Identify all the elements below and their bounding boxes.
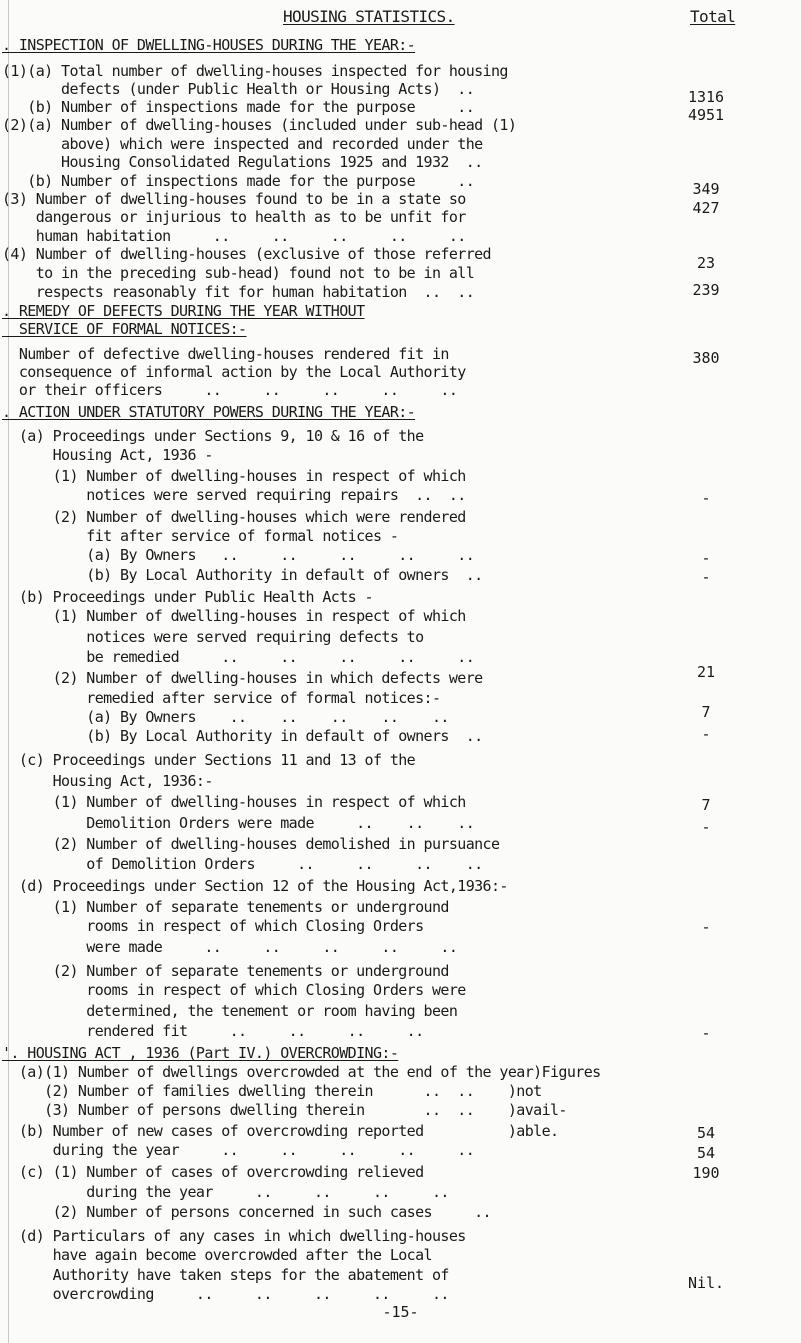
text-line: (d) Particulars of any cases in which dwelling-houses xyxy=(2,1227,466,1245)
total-value: 427 xyxy=(692,199,720,217)
total-value: 54 xyxy=(696,1124,716,1142)
text-line: remedied after service of formal notices:- xyxy=(2,689,441,707)
total-value: 349 xyxy=(692,180,720,198)
total-value: - xyxy=(701,549,711,567)
text-line: (a) By Owners .. .. .. .. .. xyxy=(2,546,475,564)
total-value: Nil. xyxy=(687,1274,725,1292)
text-line: (d) Proceedings under Section 12 of the Housing Act,1936:- xyxy=(2,877,508,895)
text-line: overcrowding .. .. .. .. .. xyxy=(2,1285,449,1303)
text-line: (2)(a) Number of dwelling-houses (included under sub-head (1) xyxy=(2,116,517,134)
text-line: were made .. .. .. .. .. xyxy=(2,938,458,956)
total-value: 239 xyxy=(692,281,720,299)
text-line: consequence of informal action by the Local Authority xyxy=(2,363,466,381)
text-line: Housing Act, 1936 - xyxy=(2,446,213,464)
total-value: - xyxy=(701,489,711,507)
text-line: (c) Proceedings under Sections 11 and 13 of the xyxy=(2,751,416,769)
text-line: fit after service of formal notices - xyxy=(2,527,399,545)
text-line: (2) Number of dwelling-houses in which defects were xyxy=(2,669,483,687)
text-line: Demolition Orders were made .. .. .. xyxy=(2,814,475,832)
text-line: (a) By Owners .. .. .. .. .. xyxy=(2,708,449,726)
total-value: 23 xyxy=(696,254,716,272)
text-line: (b) Number of inspections made for the purpose .. xyxy=(2,98,475,116)
text-line: notices were served requiring defects to xyxy=(2,628,424,646)
total-value: 21 xyxy=(696,663,716,681)
text-line: Housing Consolidated Regulations 1925 and 1932 .. xyxy=(2,153,483,171)
total-value: 380 xyxy=(692,349,720,367)
text-line: have again become overcrowded after the Local xyxy=(2,1246,432,1264)
section-heading: . REMEDY OF DEFECTS DURING THE YEAR WITHOUT xyxy=(2,302,365,320)
total-value: 7 xyxy=(701,796,711,814)
total-column-header: Total xyxy=(690,7,736,26)
text-line: (1) Number of dwelling-houses in respect of which xyxy=(2,467,466,485)
text-line: (b) Number of new cases of overcrowding reported )able. xyxy=(2,1122,559,1140)
text-line: human habitation .. .. .. .. .. xyxy=(2,227,466,245)
total-value: - xyxy=(701,568,711,586)
text-line: Housing Act, 1936:- xyxy=(2,772,213,790)
text-line: respects reasonably fit for human habitation .. .. xyxy=(2,283,475,301)
text-line: during the year .. .. .. .. xyxy=(2,1183,449,1201)
text-line: of Demolition Orders .. .. .. .. xyxy=(2,855,483,873)
text-line: rooms in respect of which Closing Orders were xyxy=(2,981,466,999)
text-line: notices were served requiring repairs .. .. xyxy=(2,486,466,504)
text-line: SERVICE OF FORMAL NOTICES:- xyxy=(2,320,247,338)
total-value: 1316 xyxy=(687,88,725,106)
text-line: Number of defective dwelling-houses rendered fit in xyxy=(2,345,449,363)
text-line: (b) Number of inspections made for the purpose .. xyxy=(2,172,475,190)
text-line: (3) Number of persons dwelling therein .. .. )avail- xyxy=(2,1101,567,1119)
total-value: - xyxy=(701,725,711,743)
text-line: (2) Number of dwelling-houses which were rendered xyxy=(2,508,466,526)
text-line: determined, the tenement or room having been xyxy=(2,1002,458,1020)
text-line: (c) (1) Number of cases of overcrowding relieved xyxy=(2,1163,424,1181)
text-line: (b) By Local Authority in default of owners .. xyxy=(2,727,483,745)
text-line: or their officers .. .. .. .. .. xyxy=(2,381,458,399)
total-value: 190 xyxy=(692,1164,720,1182)
page-title: HOUSING STATISTICS. xyxy=(283,7,455,26)
section-heading: . ACTION UNDER STATUTORY POWERS DURING THE YEAR:- xyxy=(2,403,416,421)
text-line: (b) Proceedings under Public Health Acts - xyxy=(2,588,373,606)
text-line: (1)(a) Total number of dwelling-houses inspected for housing xyxy=(2,62,508,80)
page-number: -15- xyxy=(382,1303,419,1321)
total-value: - xyxy=(701,1024,711,1042)
text-line: (4) Number of dwelling-houses (exclusive of those referred xyxy=(2,245,491,263)
text-line: (2) Number of persons concerned in such cases .. xyxy=(2,1203,491,1221)
text-line: above) which were inspected and recorded under the xyxy=(2,135,483,153)
text-line: (1) Number of separate tenements or underground xyxy=(2,898,449,916)
total-value: 7 xyxy=(701,703,711,721)
text-line: rooms in respect of which Closing Orders xyxy=(2,917,424,935)
text-line: (b) By Local Authority in default of owners .. xyxy=(2,566,483,584)
text-line: during the year .. .. .. .. .. xyxy=(2,1141,475,1159)
section-heading: '. HOUSING ACT , 1936 (Part IV.) OVERCROWDING:- xyxy=(2,1044,399,1062)
text-line: dangerous or injurious to health as to be unfit for xyxy=(2,208,466,226)
text-line: (2) Number of families dwelling therein .. .. )not xyxy=(2,1082,542,1100)
section-heading: . INSPECTION OF DWELLING-HOUSES DURING THE YEAR:- xyxy=(2,36,416,54)
total-value: - xyxy=(701,818,711,836)
text-line: rendered fit .. .. .. .. xyxy=(2,1022,424,1040)
total-value: 4951 xyxy=(687,106,725,124)
text-line: (1) Number of dwelling-houses in respect of which xyxy=(2,793,466,811)
total-value: 54 xyxy=(696,1144,716,1162)
text-line: (2) Number of dwelling-houses demolished in pursuance xyxy=(2,835,500,853)
text-line: (2) Number of separate tenements or underground xyxy=(2,962,449,980)
text-line: (a) Proceedings under Sections 9, 10 & 16 of the xyxy=(2,427,424,445)
text-line: (a)(1) Number of dwellings overcrowded at the end of the year)Figures xyxy=(2,1063,601,1081)
total-value: - xyxy=(701,918,711,936)
text-line: be remedied .. .. .. .. .. xyxy=(2,648,475,666)
text-line: to in the preceding sub-head) found not to be in all xyxy=(2,264,475,282)
text-line: Authority have taken steps for the abatement of xyxy=(2,1266,449,1284)
text-line: (3) Number of dwelling-houses found to be in a state so xyxy=(2,190,466,208)
text-line: defects (under Public Health or Housing Acts) .. xyxy=(2,80,475,98)
text-line: (1) Number of dwelling-houses in respect of which xyxy=(2,607,466,625)
